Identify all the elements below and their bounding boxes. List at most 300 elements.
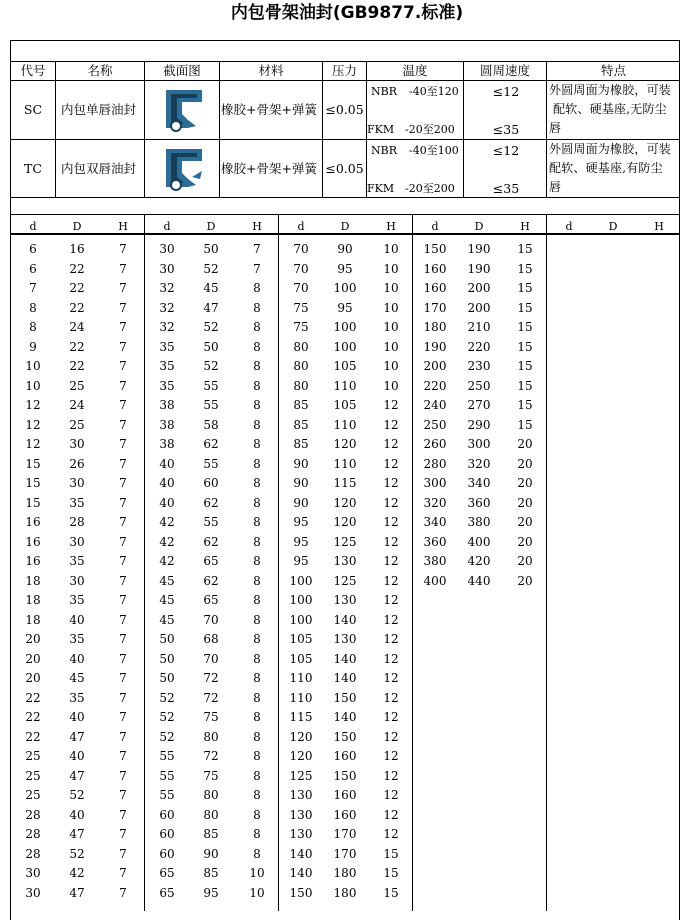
size-cell: 90 <box>293 476 309 490</box>
size-cell: 15 <box>517 320 533 334</box>
size-cell: 6 <box>29 242 37 256</box>
size-cell: 7 <box>119 281 127 295</box>
size-cell: 8 <box>253 300 261 315</box>
size-cell: 12 <box>383 632 399 646</box>
size-cell: 30 <box>25 885 41 900</box>
size-cell: 140 <box>333 671 357 685</box>
size-cell: 72 <box>203 690 219 705</box>
size-cell: 8 <box>253 593 261 607</box>
rule <box>55 61 56 197</box>
size-cell: 7 <box>119 671 127 685</box>
size-cell: 105 <box>333 398 357 412</box>
row-sc-temp-nbr-range: -40至120 <box>409 85 459 98</box>
size-cell: 80 <box>203 788 219 802</box>
size-cell: 8 <box>253 807 261 822</box>
size-cell: 110 <box>333 456 357 471</box>
size-cell: 20 <box>25 671 41 685</box>
size-cell: 280 <box>423 456 447 471</box>
size-cell: 105 <box>333 359 357 373</box>
size-cell: 95 <box>293 534 309 549</box>
size-cell: 7 <box>119 242 127 256</box>
row-sc-material: 橡胶+骨架+弹簧 <box>221 102 317 117</box>
size-cell: 18 <box>25 593 41 607</box>
size-cell: 95 <box>203 885 219 900</box>
size-cell: 8 <box>253 281 261 295</box>
size-cell: 20 <box>517 476 533 490</box>
row-tc-name: 内包双唇油封 <box>61 161 137 176</box>
size-cell: 110 <box>333 378 357 393</box>
size-cell: 45 <box>69 671 85 685</box>
size-cell: 95 <box>337 300 353 315</box>
size-cell: 24 <box>69 320 85 334</box>
size-column-header: H <box>520 220 530 233</box>
size-cell: 200 <box>467 300 491 315</box>
size-cell: 65 <box>159 866 175 880</box>
size-cell: 190 <box>467 261 491 276</box>
size-cell: 120 <box>333 495 357 510</box>
size-cell: 30 <box>69 476 85 490</box>
size-cell: 75 <box>203 710 219 724</box>
size-cell: 300 <box>467 437 491 451</box>
size-cell: 12 <box>383 612 399 627</box>
size-cell: 90 <box>203 846 219 861</box>
size-cell: 35 <box>69 690 85 705</box>
size-cell: 8 <box>253 846 261 861</box>
size-cell: 75 <box>293 300 309 315</box>
size-cell: 7 <box>119 729 127 744</box>
header-code: 代号 <box>20 63 46 78</box>
size-cell: 8 <box>253 534 261 549</box>
size-cell: 200 <box>423 359 447 373</box>
size-cell: 150 <box>333 729 357 744</box>
size-cell: 140 <box>333 612 357 627</box>
rule <box>10 214 680 215</box>
size-cell: 30 <box>159 261 175 276</box>
size-cell: 8 <box>253 827 261 841</box>
size-column-header: d <box>297 220 305 233</box>
size-cell: 85 <box>203 866 219 880</box>
size-cell: 7 <box>119 807 127 822</box>
size-cell: 40 <box>69 612 85 627</box>
size-cell: 7 <box>119 456 127 471</box>
size-cell: 7 <box>119 378 127 393</box>
size-cell: 12 <box>383 398 399 412</box>
size-cell: 15 <box>517 398 533 412</box>
size-cell: 40 <box>69 749 85 763</box>
size-cell: 8 <box>253 554 261 568</box>
size-cell: 95 <box>293 554 309 568</box>
size-cell: 110 <box>333 417 357 432</box>
size-cell: 20 <box>25 651 41 666</box>
size-cell: 7 <box>119 437 127 451</box>
size-cell: 125 <box>289 768 313 783</box>
size-cell: 240 <box>423 398 447 412</box>
size-cell: 260 <box>423 437 447 451</box>
size-cell: 62 <box>203 534 219 549</box>
size-cell: 8 <box>253 612 261 627</box>
size-cell: 20 <box>517 573 533 588</box>
rule <box>463 61 464 197</box>
size-cell: 12 <box>383 690 399 705</box>
size-cell: 10 <box>383 320 399 334</box>
size-column-header: H <box>118 220 128 233</box>
size-cell: 35 <box>69 495 85 510</box>
size-cell: 8 <box>253 320 261 334</box>
size-cell: 170 <box>333 827 357 841</box>
size-cell: 12 <box>383 495 399 510</box>
size-cell: 110 <box>289 690 313 705</box>
size-cell: 60 <box>159 827 175 841</box>
size-cell: 10 <box>383 378 399 393</box>
size-cell: 100 <box>333 339 357 354</box>
size-cell: 7 <box>119 612 127 627</box>
size-cell: 80 <box>293 339 309 354</box>
row-tc-material: 橡胶+骨架+弹簧 <box>221 161 317 176</box>
size-cell: 18 <box>25 573 41 588</box>
size-cell: 70 <box>293 242 309 256</box>
size-cell: 160 <box>423 281 447 295</box>
size-cell: 90 <box>337 242 353 256</box>
size-cell: 7 <box>253 242 261 256</box>
size-cell: 50 <box>159 651 175 666</box>
size-cell: 10 <box>383 339 399 354</box>
size-cell: 40 <box>159 495 175 510</box>
size-cell: 60 <box>159 807 175 822</box>
size-cell: 12 <box>383 417 399 432</box>
size-cell: 130 <box>289 788 313 802</box>
size-cell: 10 <box>383 300 399 315</box>
size-cell: 68 <box>203 632 219 646</box>
size-column-header: D <box>474 220 484 233</box>
size-cell: 72 <box>203 671 219 685</box>
size-cell: 25 <box>25 788 41 802</box>
size-cell: 40 <box>69 710 85 724</box>
size-cell: 12 <box>383 671 399 685</box>
size-cell: 12 <box>383 807 399 822</box>
size-cell: 7 <box>119 261 127 276</box>
size-cell: 12 <box>25 398 41 412</box>
size-cell: 15 <box>383 846 399 861</box>
size-cell: 125 <box>333 534 357 549</box>
row-sc-feature-line3: 唇 <box>549 121 562 135</box>
size-cell: 320 <box>467 456 491 471</box>
size-cell: 90 <box>293 456 309 471</box>
size-cell: 120 <box>333 515 357 529</box>
size-cell: 80 <box>203 807 219 822</box>
size-cell: 8 <box>29 300 37 315</box>
size-cell: 12 <box>383 515 399 529</box>
size-cell: 8 <box>253 495 261 510</box>
size-cell: 16 <box>25 534 41 549</box>
row-tc-pressure: ≤0.05 <box>325 161 364 176</box>
header-material: 材料 <box>258 63 284 78</box>
size-cell: 10 <box>249 866 265 880</box>
size-cell: 52 <box>203 320 219 334</box>
size-cell: 15 <box>383 866 399 880</box>
size-cell: 16 <box>25 515 41 529</box>
size-cell: 80 <box>293 359 309 373</box>
size-cell: 8 <box>253 632 261 646</box>
size-cell: 340 <box>423 515 447 529</box>
size-cell: 47 <box>69 768 85 783</box>
row-tc-temp-fkm-range: -20至200 <box>405 182 455 195</box>
row-tc-code: TC <box>24 161 42 176</box>
size-cell: 10 <box>383 359 399 373</box>
size-cell: 24 <box>69 398 85 412</box>
size-cell: 420 <box>467 554 491 568</box>
row-sc-pressure: ≤0.05 <box>325 102 364 117</box>
size-cell: 35 <box>159 359 175 373</box>
size-cell: 25 <box>69 417 85 432</box>
size-cell: 7 <box>119 651 127 666</box>
size-cell: 140 <box>333 651 357 666</box>
size-cell: 95 <box>293 515 309 529</box>
size-cell: 10 <box>25 359 41 373</box>
size-cell: 45 <box>203 281 219 295</box>
row-sc-temp-fkm-label: FKM <box>367 123 395 136</box>
size-cell: 28 <box>25 827 41 841</box>
size-cell: 160 <box>333 807 357 822</box>
size-cell: 115 <box>289 710 313 724</box>
size-cell: 50 <box>203 242 219 256</box>
size-cell: 38 <box>159 417 175 432</box>
size-cell: 62 <box>203 437 219 451</box>
size-cell: 12 <box>383 593 399 607</box>
size-cell: 42 <box>69 866 85 880</box>
size-cell: 50 <box>159 632 175 646</box>
size-cell: 85 <box>203 827 219 841</box>
size-cell: 115 <box>333 476 357 490</box>
size-cell: 20 <box>517 456 533 471</box>
size-cell: 6 <box>29 261 37 276</box>
row-sc-temp-fkm-range: -20至200 <box>405 123 455 136</box>
size-cell: 130 <box>333 593 357 607</box>
size-cell: 12 <box>383 729 399 744</box>
size-cell: 8 <box>253 671 261 685</box>
size-cell: 160 <box>333 788 357 802</box>
size-cell: 38 <box>159 437 175 451</box>
size-cell: 190 <box>467 242 491 256</box>
size-cell: 18 <box>25 612 41 627</box>
size-cell: 7 <box>119 554 127 568</box>
size-cell: 52 <box>203 359 219 373</box>
size-cell: 150 <box>333 690 357 705</box>
size-cell: 440 <box>467 573 491 588</box>
size-cell: 20 <box>517 515 533 529</box>
size-cell: 220 <box>423 378 447 393</box>
size-cell: 28 <box>25 846 41 861</box>
size-cell: 15 <box>517 339 533 354</box>
size-cell: 10 <box>383 242 399 256</box>
size-cell: 15 <box>383 885 399 900</box>
size-cell: 35 <box>69 593 85 607</box>
size-cell: 22 <box>25 710 41 724</box>
size-cell: 40 <box>69 651 85 666</box>
size-cell: 55 <box>203 378 219 393</box>
size-cell: 125 <box>333 573 357 588</box>
size-cell: 55 <box>203 515 219 529</box>
size-cell: 10 <box>249 885 265 900</box>
row-sc-speed-fkm: ≤35 <box>492 122 520 137</box>
size-cell: 28 <box>25 807 41 822</box>
size-cell: 7 <box>119 768 127 783</box>
size-cell: 22 <box>69 359 85 373</box>
header-temperature: 温度 <box>402 63 428 78</box>
header-speed: 圆周速度 <box>479 63 530 78</box>
size-cell: 12 <box>383 768 399 783</box>
size-cell: 7 <box>119 788 127 802</box>
size-cell: 12 <box>25 417 41 432</box>
size-cell: 70 <box>293 281 309 295</box>
size-cell: 30 <box>69 573 85 588</box>
size-cell: 110 <box>289 671 313 685</box>
size-cell: 8 <box>253 359 261 373</box>
size-cell: 20 <box>517 495 533 510</box>
size-cell: 12 <box>383 534 399 549</box>
header-features: 特点 <box>600 63 626 78</box>
size-cell: 7 <box>29 281 37 295</box>
size-cell: 100 <box>289 573 313 588</box>
size-cell: 12 <box>383 573 399 588</box>
size-cell: 7 <box>253 261 261 276</box>
size-cell: 170 <box>333 846 357 861</box>
size-cell: 75 <box>203 768 219 783</box>
size-cell: 90 <box>293 495 309 510</box>
size-cell: 47 <box>69 885 85 900</box>
size-cell: 150 <box>333 768 357 783</box>
size-cell: 160 <box>423 261 447 276</box>
size-cell: 22 <box>69 261 85 276</box>
size-cell: 55 <box>159 768 175 783</box>
size-cell: 15 <box>25 456 41 471</box>
size-cell: 85 <box>293 398 309 412</box>
size-cell: 8 <box>253 690 261 705</box>
size-cell: 15 <box>517 242 533 256</box>
size-cell: 8 <box>253 398 261 412</box>
size-cell: 52 <box>69 846 85 861</box>
header-name: 名称 <box>87 63 113 78</box>
row-tc-temp-fkm-label: FKM <box>367 182 395 195</box>
size-cell: 130 <box>289 827 313 841</box>
size-cell: 95 <box>337 261 353 276</box>
size-cell: 8 <box>253 339 261 354</box>
rule <box>278 214 279 911</box>
size-cell: 45 <box>159 612 175 627</box>
size-cell: 42 <box>159 554 175 568</box>
lip-seal-double-icon <box>162 147 208 193</box>
size-column-header: d <box>431 220 439 233</box>
size-cell: 140 <box>333 710 357 724</box>
size-cell: 9 <box>29 339 37 354</box>
size-cell: 70 <box>293 261 309 276</box>
size-cell: 58 <box>203 417 219 432</box>
size-cell: 35 <box>69 554 85 568</box>
size-column-header: d <box>163 220 171 233</box>
size-cell: 220 <box>467 339 491 354</box>
size-cell: 22 <box>69 300 85 315</box>
size-cell: 50 <box>203 339 219 354</box>
size-cell: 42 <box>159 515 175 529</box>
size-cell: 150 <box>289 885 313 900</box>
rule <box>144 61 145 197</box>
size-cell: 65 <box>159 885 175 900</box>
size-cell: 15 <box>25 495 41 510</box>
size-cell: 7 <box>119 690 127 705</box>
size-cell: 12 <box>383 710 399 724</box>
size-cell: 120 <box>289 749 313 763</box>
size-cell: 7 <box>119 300 127 315</box>
rule <box>144 214 145 911</box>
size-cell: 25 <box>25 749 41 763</box>
rule <box>219 61 220 197</box>
size-cell: 30 <box>69 437 85 451</box>
row-tc-feature-line3: 唇 <box>549 180 562 194</box>
size-cell: 160 <box>333 749 357 763</box>
size-cell: 7 <box>119 515 127 529</box>
size-cell: 250 <box>423 417 447 432</box>
size-cell: 15 <box>517 281 533 295</box>
size-cell: 45 <box>159 573 175 588</box>
lip-seal-single-icon <box>162 88 208 134</box>
size-cell: 20 <box>517 437 533 451</box>
size-cell: 7 <box>119 359 127 373</box>
size-cell: 12 <box>25 437 41 451</box>
size-cell: 140 <box>289 866 313 880</box>
size-cell: 26 <box>69 456 85 471</box>
size-cell: 105 <box>289 651 313 666</box>
size-cell: 52 <box>69 788 85 802</box>
size-cell: 70 <box>203 651 219 666</box>
size-cell: 105 <box>289 632 313 646</box>
size-cell: 7 <box>119 710 127 724</box>
size-cell: 42 <box>159 534 175 549</box>
size-cell: 190 <box>423 339 447 354</box>
size-cell: 28 <box>69 515 85 529</box>
size-cell: 150 <box>423 242 447 256</box>
size-cell: 180 <box>333 885 357 900</box>
size-cell: 8 <box>29 320 37 334</box>
size-column-header: H <box>654 220 664 233</box>
size-cell: 7 <box>119 573 127 588</box>
size-cell: 400 <box>467 534 491 549</box>
size-cell: 180 <box>423 320 447 334</box>
size-cell: 7 <box>119 593 127 607</box>
size-cell: 15 <box>517 378 533 393</box>
size-cell: 400 <box>423 573 447 588</box>
row-sc-name: 内包单唇油封 <box>61 102 137 117</box>
size-cell: 8 <box>253 378 261 393</box>
size-cell: 30 <box>25 866 41 880</box>
size-cell: 16 <box>69 242 85 256</box>
size-cell: 15 <box>517 417 533 432</box>
size-cell: 55 <box>159 788 175 802</box>
size-cell: 100 <box>289 612 313 627</box>
size-cell: 100 <box>333 320 357 334</box>
size-cell: 52 <box>159 710 175 724</box>
size-cell: 180 <box>333 866 357 880</box>
header-pressure: 压力 <box>331 63 357 78</box>
size-cell: 12 <box>383 554 399 568</box>
size-cell: 40 <box>159 476 175 490</box>
size-column-header: H <box>386 220 396 233</box>
size-cell: 8 <box>253 573 261 588</box>
size-column-header: d <box>565 220 573 233</box>
size-cell: 35 <box>159 339 175 354</box>
size-cell: 12 <box>383 749 399 763</box>
size-column-header: D <box>340 220 350 233</box>
size-cell: 7 <box>119 885 127 900</box>
size-cell: 12 <box>383 788 399 802</box>
